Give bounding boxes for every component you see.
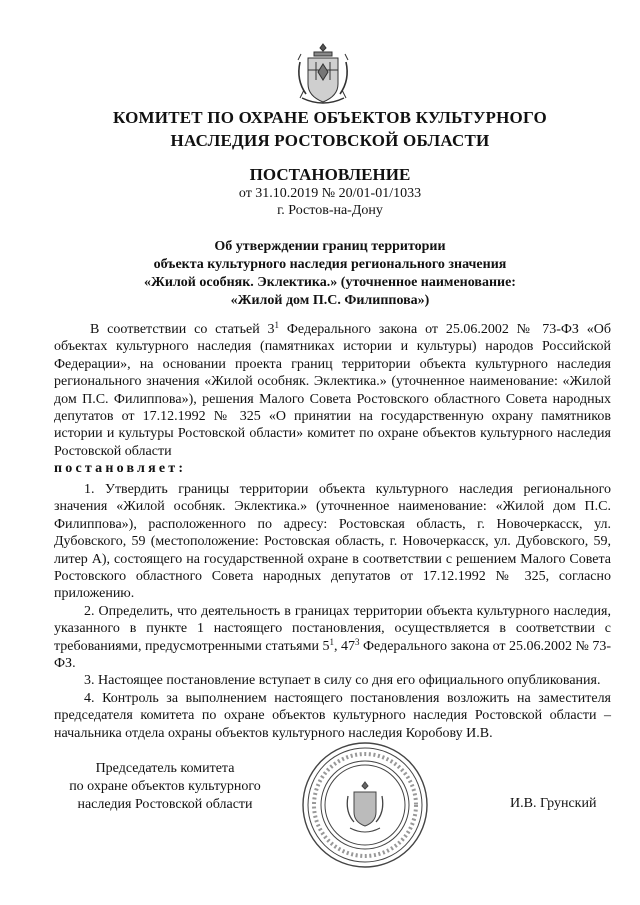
document-type: ПОСТАНОВЛЕНИЕ (249, 165, 411, 184)
item-2-text-1: 2. Определить, что деятельность в границах территории объекта культурного наследия, указанного в пункте 1 настоящего постановления, осуществляется в соответствии с требованиями, предусмотренными статьями 5 (54, 603, 611, 654)
item-2-text-2: , 47 (333, 638, 355, 654)
resolve-word: постановляет: (54, 461, 187, 477)
item-2-superscript-2: 3 (355, 636, 360, 647)
item-1: 1. Утвердить границы территории объекта культурного наследия регионального значения «Жилой особняк. Эклектика.» (уточненное наименование: «Жилой дом П.С. Филиппова»), расположенного по адресу: Ростовская область, г. Новочеркасск, ул. Дубовского, 59 (местоположение: Ростовская область, г. Новочеркасск, ул. Дубовского, 59, литер А), состоящего на государственной охране в соответствии с решением Малого Совета Ростовского областного Совета народных депутатов от 17.12.1992 № 325, согласно приложению. (54, 482, 611, 602)
item-3: 3. Настоящее постановление вступает в силу со дня его официального опубликования. (84, 673, 601, 689)
item-4: 4. Контроль за выполнением настоящего постановления возложить на заместителя председателя комитета по охране объектов культурного наследия Ростовской области – начальника отдела охраны объектов культурного наследия Коробову И.В. (54, 690, 611, 741)
subject-line-3: «Жилой особняк. Эклектика.» (уточненное наименование: (144, 275, 516, 290)
org-name-line-1: КОМИТЕТ ПО ОХРАНЕ ОБЪЕКТОВ КУЛЬТУРНОГО (113, 108, 547, 127)
preamble-text-1: В соответствии со статьей 3 (90, 322, 275, 337)
signatory-position-line-1: Председатель комитета (95, 761, 235, 776)
signatory-position-line-3: наследия Ростовской области (77, 797, 253, 812)
document-date-number: от 31.10.2019 № 20/01-01/1033 (238, 186, 422, 201)
preamble-text-2: Федерального закона от 25.06.2002 № 73-ФЗ «Об объектах культурного наследия (памятниках истории и культуры) народов Российской Федерации», на основании проекта границ территории объекта культурного наследия регионального значения «Жилой особняк. Эклектика.» (уточненное наименование: «Жилой дом П.С. Филиппова»), решения Малого Совета Ростовского областного Совета народных депутатов от 17.12.1992 № 325 «О принятии на государственную охрану памятников истории и культуры Ростовской области» комитет по охране объектов культурного наследия Ростовской области (54, 322, 611, 459)
subject-line-2: объекта культурного наследия регионального значения (153, 257, 507, 272)
official-seal-icon (300, 740, 430, 870)
org-name-line-2: НАСЛЕДИЯ РОСТОВСКОЙ ОБЛАСТИ (170, 131, 490, 150)
subject-line-4: «Жилой дом П.С. Филиппова») (230, 293, 430, 308)
preamble-paragraph (54, 321, 611, 460)
coat-of-arms-icon (292, 40, 354, 108)
document-city: г. Ростов-на-Дону (277, 203, 383, 218)
subject-line-1: Об утверждении границ территории (214, 239, 446, 254)
resolution-items (54, 481, 611, 742)
preamble (54, 321, 611, 478)
signatory-position (50, 760, 280, 814)
item-2 (54, 603, 611, 673)
signatory-position-line-2: по охране объектов культурного (69, 779, 261, 794)
item-2-superscript-1: 1 (329, 636, 334, 647)
item-2-text-3: Федерального закона от 25.06.2002 № 73-ФЗ. (54, 638, 612, 672)
preamble-superscript: 1 (274, 320, 280, 330)
signatory-name: И.В. Грунский (510, 796, 597, 811)
